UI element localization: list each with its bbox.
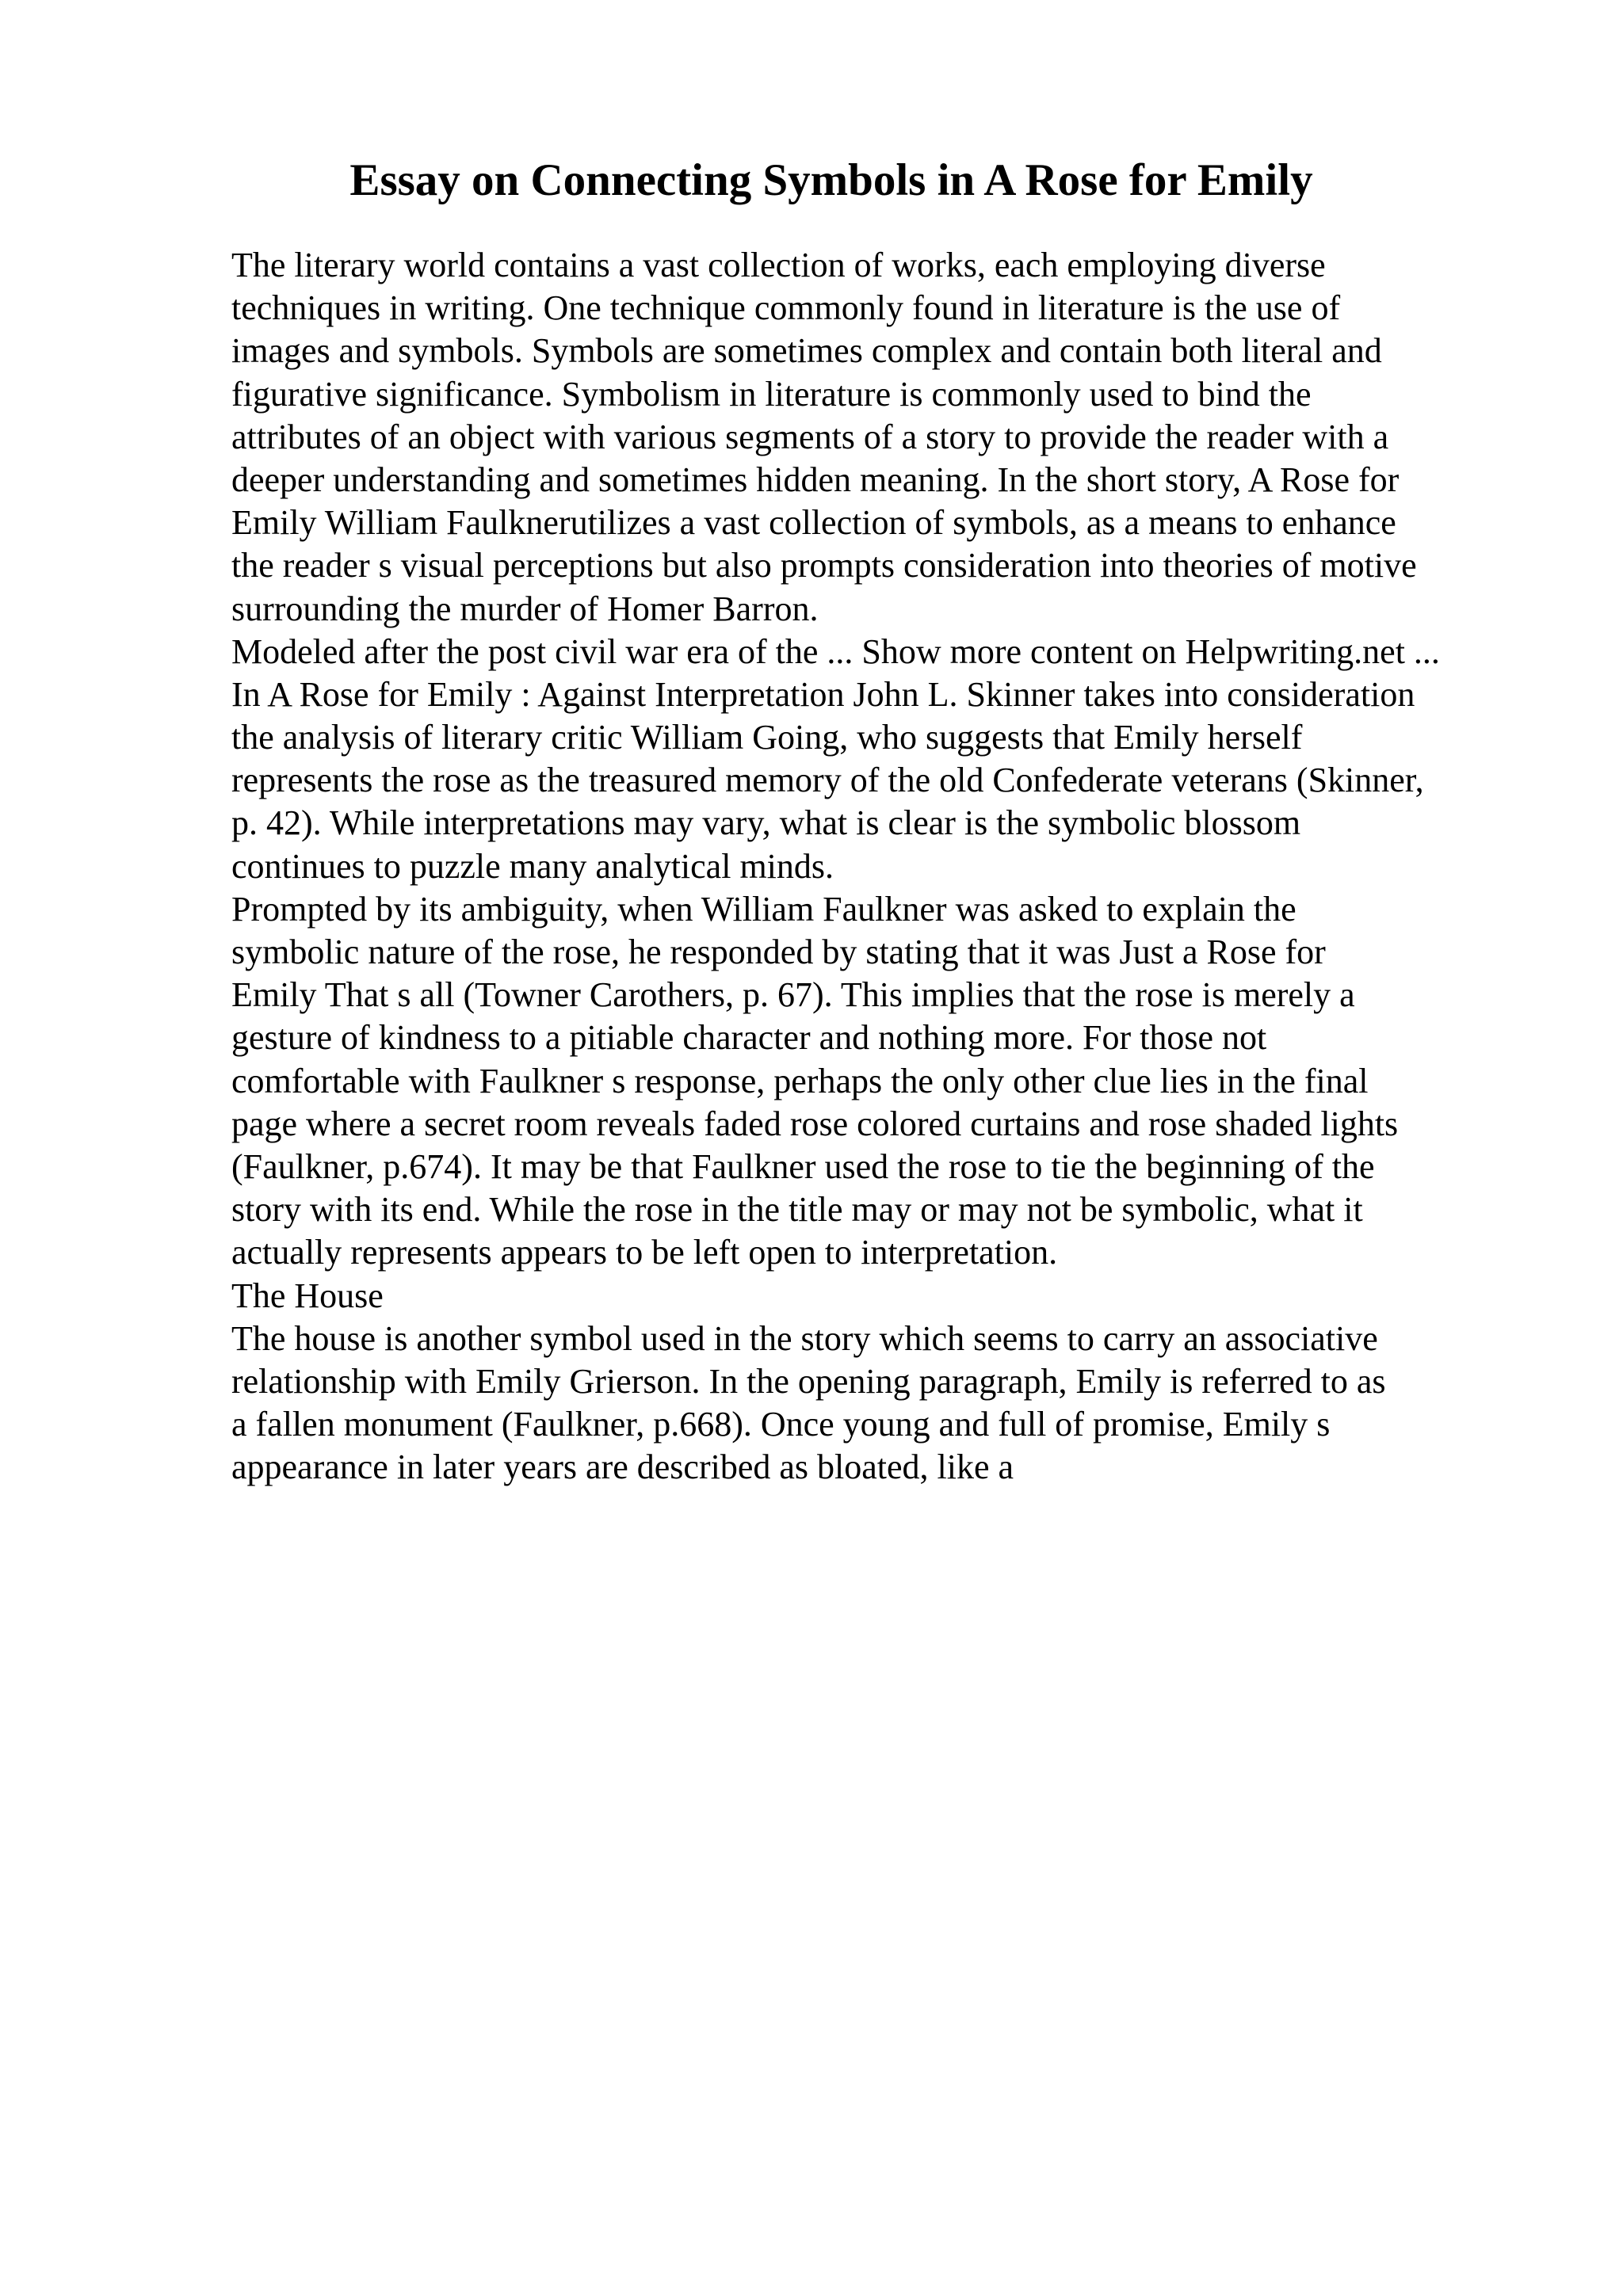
text-line: a fallen monument (Faulkner, p.668). Once young and full of promise, Emily s <box>231 1405 1331 1444</box>
text-line: appearance in later years are described as bloated, like a <box>231 1447 1014 1487</box>
text-line: The literary world contains a vast collection of works, each employing diverse <box>231 246 1326 284</box>
text-line: images and symbols. Symbols are sometimes complex and contain both literal and <box>231 331 1382 371</box>
text-line: the reader s visual perceptions but also prompts consideration into theories of motive <box>231 546 1417 585</box>
text-line: actually represents appears to be left open to interpretation. <box>231 1233 1058 1272</box>
text-line: figurative significance. Symbolism in literature is commonly used to bind the <box>231 374 1312 414</box>
text-line: deeper understanding and sometimes hidden meaning. In the short story, A Rose for <box>231 460 1400 499</box>
text-line: In A Rose for Emily : Against Interpretation John L. Skinner takes into consideration <box>231 674 1415 714</box>
text-line: symbolic nature of the rose, he responded by stating that it was Just a Rose for <box>231 933 1326 971</box>
text-line: relationship with Emily Grierson. In the opening paragraph, Emily is referred to as <box>231 1361 1386 1401</box>
text-line: story with its end. While the rose in the title may or may not be symbolic, what it <box>231 1190 1363 1230</box>
document-title: Essay on Connecting Symbols in A Rose for Emily <box>349 155 1313 205</box>
text-line: Prompted by its ambiguity, when William Faulkner was asked to explain the <box>231 889 1296 929</box>
text-line: (Faulkner, p.674). It may be that Faulkner used the rose to tie the beginning of the <box>231 1146 1375 1186</box>
text-line: attributes of an object with various segments of a story to provide the reader with a <box>231 417 1389 456</box>
text-line: represents the rose as the treasured memory of the old Confederate veterans (Skinner, <box>231 761 1424 800</box>
text-line: page where a secret room reveals faded rose colored curtains and rose shaded lights <box>231 1104 1399 1143</box>
text-line: Emily That s all (Towner Carothers, p. 67). This implies that the rose is merely a <box>231 975 1355 1015</box>
text-line: surrounding the murder of Homer Barron. <box>231 589 819 628</box>
text-line: continues to puzzle many analytical minds. <box>231 846 834 886</box>
text-line: Emily William Faulknerutilizes a vast collection of symbols, as a means to enhance <box>231 503 1396 543</box>
text-line: comfortable with Faulkner s response, perhaps the only other clue lies in the final <box>231 1061 1369 1100</box>
text-line: p. 42). While interpretations may vary, what is clear is the symbolic blossom <box>231 803 1301 843</box>
text-line: gesture of kindness to a pitiable character and nothing more. For those not <box>231 1018 1267 1058</box>
text-line: The house is another symbol used in the story which seems to carry an associative <box>231 1318 1378 1358</box>
text-line: Modeled after the post civil war era of the ... Show more content on Helpwriting.net ... <box>231 631 1440 671</box>
text-line: The House <box>231 1276 384 1315</box>
text-line: the analysis of literary critic William Going, who suggests that Emily herself <box>231 718 1303 757</box>
document-body <box>231 244 1547 1489</box>
text-line: techniques in writing. One technique commonly found in literature is the use of <box>231 288 1341 328</box>
